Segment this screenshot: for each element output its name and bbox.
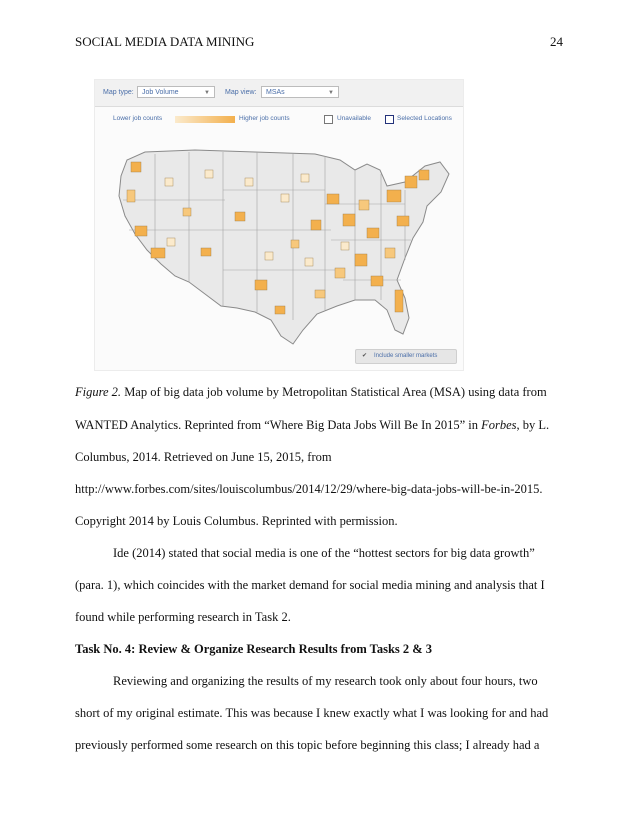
caption-line: WANTED Analytics. Reprinted from “Where Big Data Jobs Will Be In 2015” in Forbes, by L. xyxy=(75,418,550,432)
source-title: Forbes xyxy=(481,418,517,432)
caption-url: http://www.forbes.com/sites/louiscolumbus/2014/12/29/where-big-data-jobs-will-be-in-2015. xyxy=(75,482,543,496)
legend-low-label: Lower job counts xyxy=(113,115,163,122)
caption-line: Columbus, 2014. Retrieved on June 15, 2015, from xyxy=(75,450,332,464)
include-smaller-markets-toggle[interactable] xyxy=(355,349,457,364)
paragraph-line: Ide (2014) stated that social media is one of the “hottest sectors for big data growth” xyxy=(113,546,535,560)
running-header xyxy=(75,34,563,50)
selected-locations-swatch xyxy=(385,115,394,124)
map-view-label: Map view: xyxy=(225,89,257,96)
map-type-label: Map type: xyxy=(103,89,134,96)
legend-gradient xyxy=(175,116,235,123)
map-controls-bar xyxy=(95,80,463,107)
unavailable-swatch xyxy=(324,115,333,124)
caption-line: Copyright 2014 by Louis Columbus. Reprinted with permission. xyxy=(75,514,398,528)
us-msa-map[interactable] xyxy=(105,130,455,362)
legend-unavailable-label: Unavailable xyxy=(337,115,371,122)
section-heading: Task No. 4: Review & Organize Research Results from Tasks 2 & 3 xyxy=(75,642,433,656)
legend-selected-label: Selected Locations xyxy=(397,115,452,122)
chevron-down-icon: ▼ xyxy=(204,90,210,96)
paragraph-line: Reviewing and organizing the results of my research took only about four hours, two xyxy=(113,674,538,688)
header-title: SOCIAL MEDIA DATA MINING xyxy=(75,34,255,49)
paragraph-line: previously performed some research on this topic before beginning this class; I already had a xyxy=(75,738,540,752)
chevron-down-icon: ▼ xyxy=(328,90,334,96)
job-volume-map-figure xyxy=(94,79,464,371)
map-view-select[interactable] xyxy=(261,86,339,98)
map-type-value: Job Volume xyxy=(142,89,179,96)
paragraph-line: found while performing research in Task 2. xyxy=(75,610,291,624)
checkmark-icon: ✔ xyxy=(362,353,368,359)
figure-label: Figure 2. xyxy=(75,385,122,399)
map-legend xyxy=(95,112,463,126)
map-view-value: MSAs xyxy=(266,89,285,96)
smaller-markets-label: Include smaller markets xyxy=(374,353,438,359)
caption-line: Figure 2. Map of big data job volume by Metropolitan Statistical Area (MSA) using data from xyxy=(75,385,547,399)
map-type-select[interactable] xyxy=(137,86,215,98)
paragraph-line: short of my original estimate. This was because I knew exactly what I was looking for and had xyxy=(75,706,549,720)
legend-high-label: Higher job counts xyxy=(239,115,290,122)
paragraph-line: (para. 1), which coincides with the market demand for social media mining and analysis that I xyxy=(75,578,545,592)
page-number: 24 xyxy=(550,34,563,49)
